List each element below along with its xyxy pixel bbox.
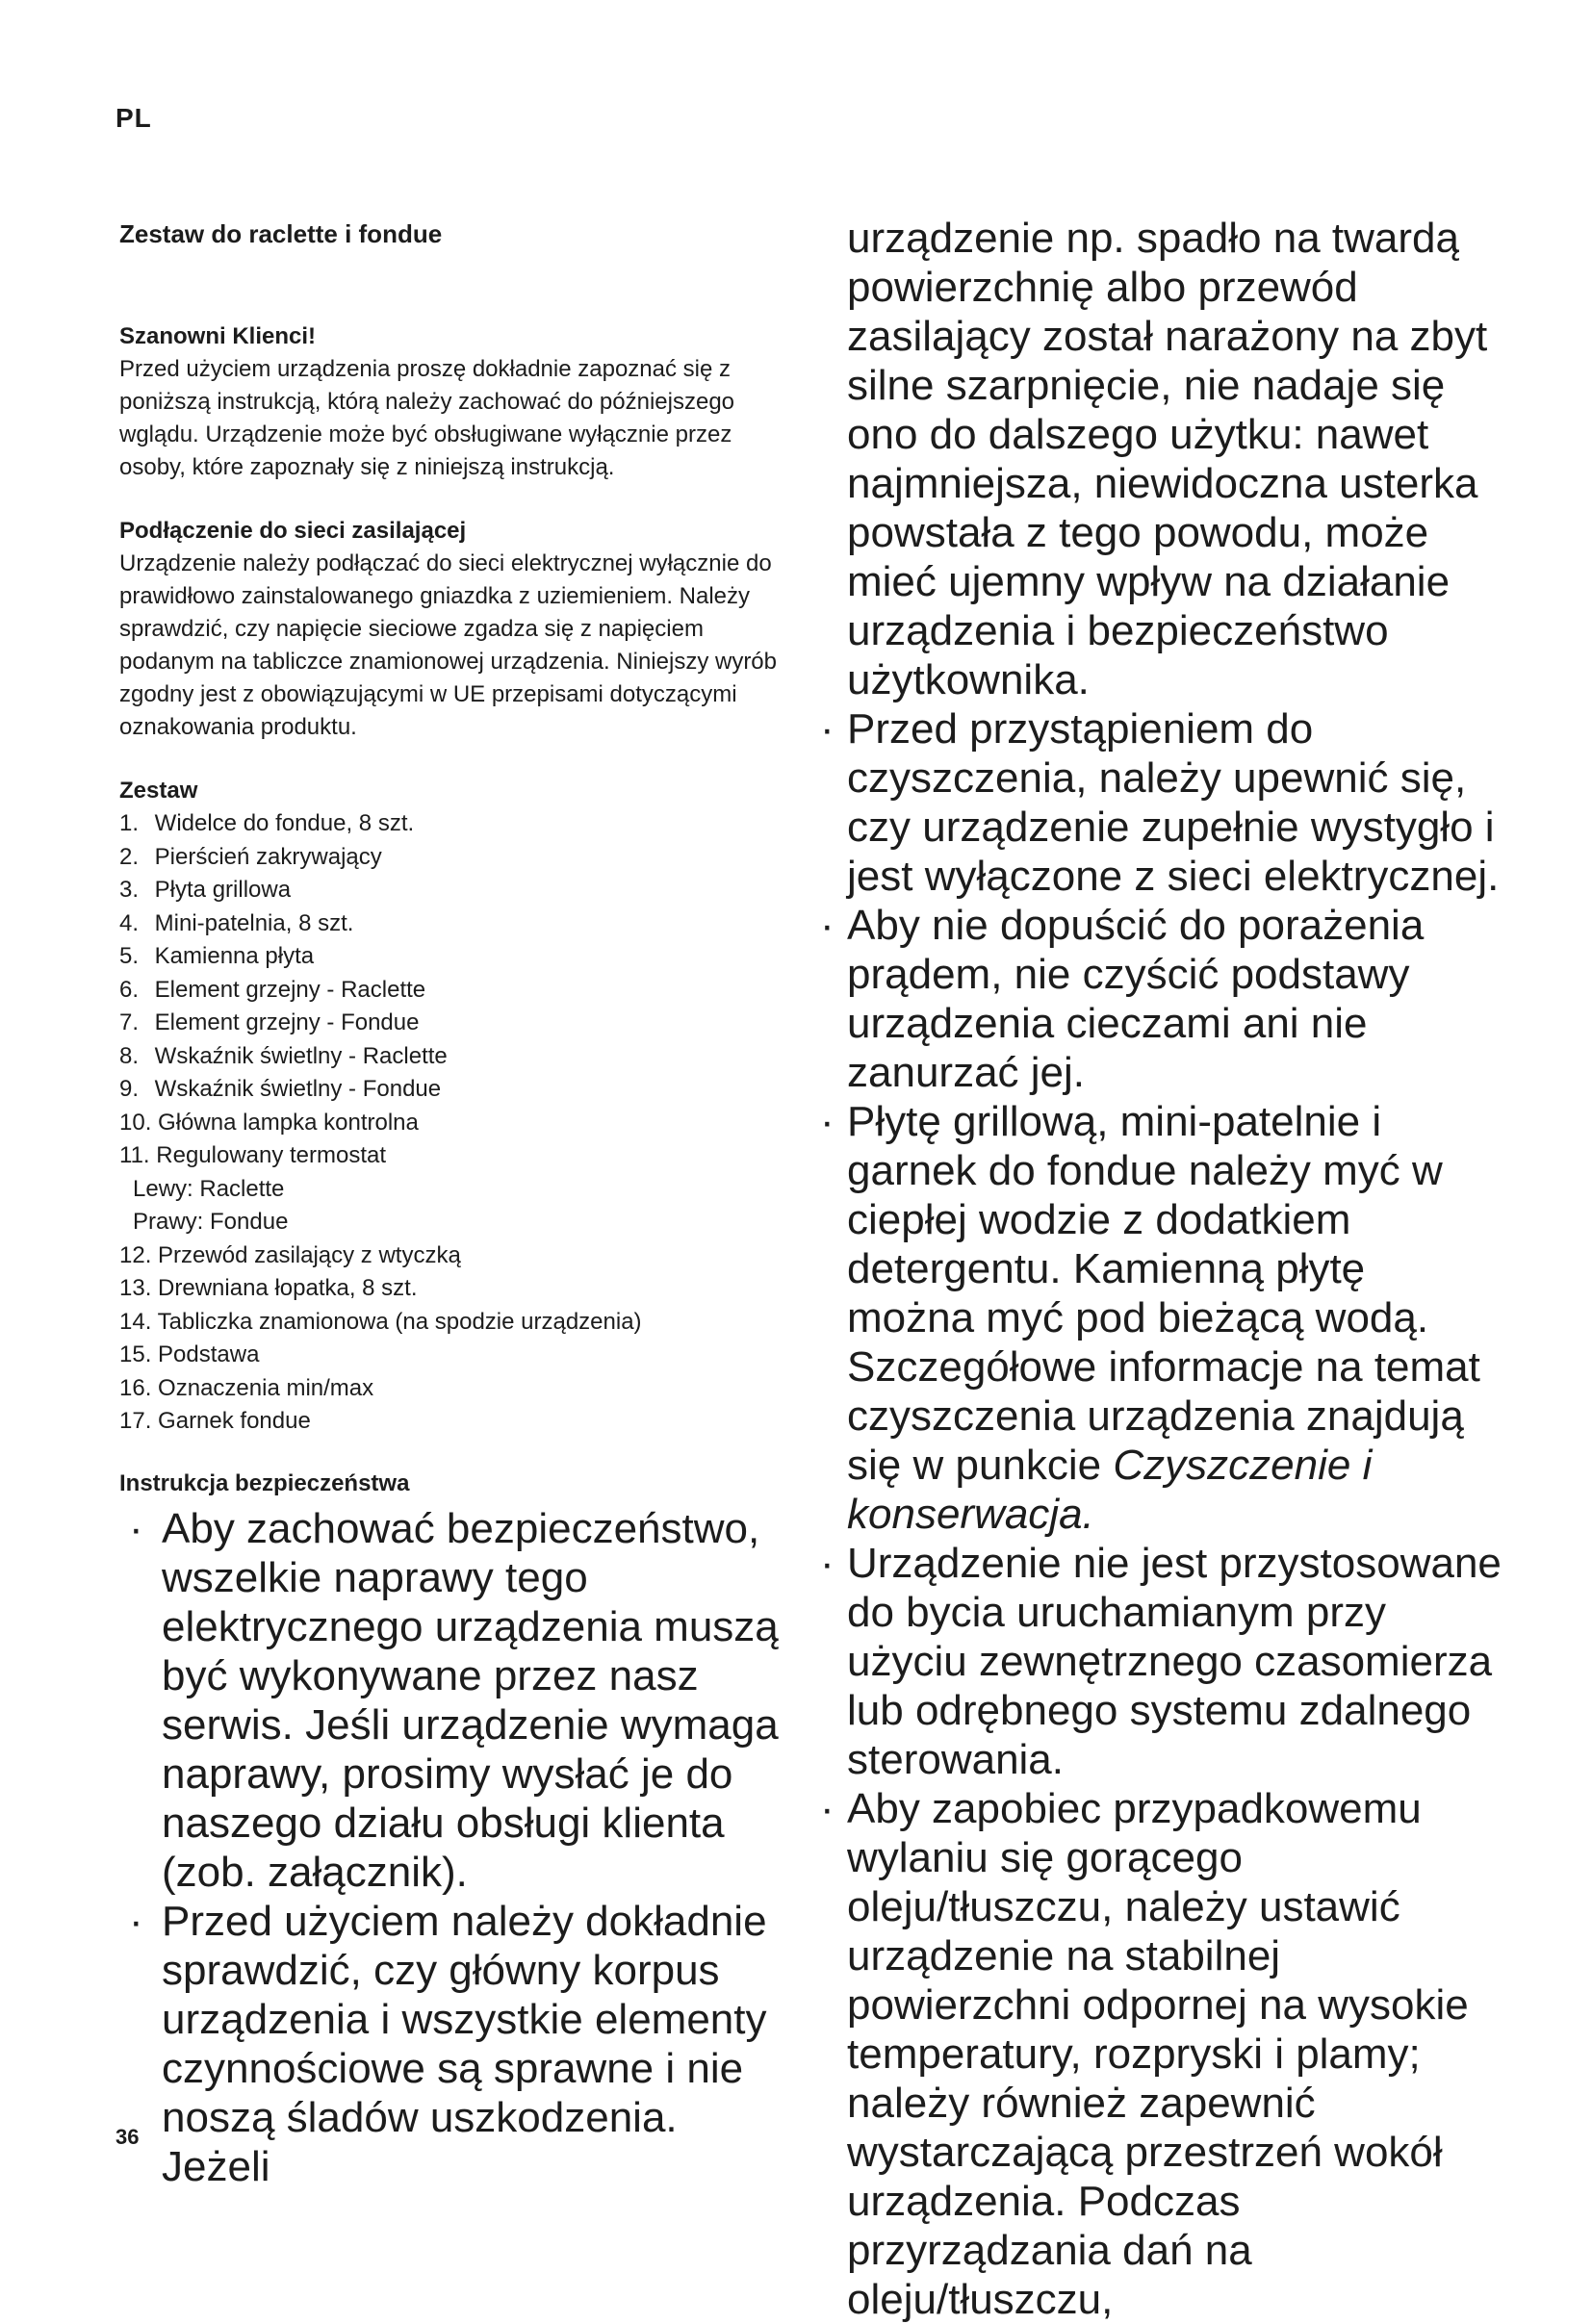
safety-item: · Przed przystąpieniem do czyszczenia, należy upewnić się, czy urządzenie zupełnie wystygło i jest wyłączone z sieci elektrycznej.: [820, 705, 1500, 900]
safety-item: · Przed użyciem należy dokładnie sprawdzić, czy główny korpus urządzenia i wszystkie elementy czynnościowe są sprawne i nie noszą śladów uszkodzenia. Jeżeli: [129, 1897, 767, 2190]
list-item: Prawy: Fondue: [133, 1209, 289, 1236]
safety-heading: Instrukcja bezpieczeństwa: [119, 1469, 410, 1496]
bullet-icon: ·: [129, 1897, 143, 1945]
safety-item: · Aby zachować bezpieczeństwo, wszelkie naprawy tego elektrycznego urządzenia muszą być wykonywane przez nasz serwis. Jeśli urządzenie wymaga naprawy, prosimy wysłać je do naszego działu obsługi klienta (zob. załącznik).: [129, 1504, 779, 1896]
list-item: 3. Płyta grillowa: [119, 877, 292, 904]
left-column: [119, 219, 783, 2191]
safety-item: · Aby nie dopuścić do porażenia prądem, nie czyścić podstawy urządzenia cieczami ani nie zanurzać jej.: [820, 902, 1425, 1096]
bullet-icon: ·: [820, 902, 835, 949]
safety-item: · Płytę grillową, mini-patelnie i garnek do fondue należy myć w ciepłej wodzie z dodatkiem detergentu. Kamienną płytę można myć pod bieżącą wodą. Szczegółowe informacje na temat czyszczenia urządzenia znajdują się w punkcie Czyszczenie i konserwacja.: [820, 1098, 1480, 1538]
bullet-icon: ·: [820, 1098, 835, 1145]
document-title: Zestaw do raclette i fondue: [119, 219, 443, 248]
set-section: [119, 775, 783, 1439]
safety-item: · Aby zapobiec przypadkowemu wylaniu się gorącego oleju/tłuszczu, należy ustawić urządzenie na stabilnej powierzchni odpornej na wysokie temperatury, rozpryski i plamy; należy również zapewnić wystarczającą przestrzeń wokół urządzenia. Podczas przyrządzania dań na oleju/tłuszczu,: [820, 1785, 1469, 2323]
list-item: 2. Pierścień zakrywający: [119, 843, 382, 870]
language-code: PL: [116, 103, 152, 133]
safety-item-continuation: urządzenie np. spadło na twardą powierzchnię albo przewód zasilający został narażony na zbyt silne szarpnięcie, nie nadaje się ono do dalszego użytku: nawet najmniejsza, niewidoczna usterka powstała z tego powodu, może mieć ujemny wpływ na działanie urządzenia i bezpieczeństwo użytkownika.: [847, 215, 1488, 703]
list-item: 8. Wskaźnik świetlny - Raclette: [119, 1042, 448, 1069]
list-item: 13. Drewniana łopatka, 8 szt.: [119, 1275, 418, 1302]
list-item: 17. Garnek fondue: [119, 1408, 311, 1435]
intro-text: Przed użyciem urządzenia proszę dokładnie zapoznać się z poniższą instrukcją, którą należy zachować do późniejszego wglądu. Urządzenie może być obsługiwane wyłącznie przez osoby, które zapoznały się z niniejszą instrukcją.: [119, 356, 735, 481]
list-item: 16. Oznaczenia min/max: [119, 1374, 374, 1401]
safety-item: · Urządzenie nie jest przystosowane do bycia uruchamianym przy użyciu zewnętrznego czasomierza lub odrębnego systemu zdalnego sterowania.: [820, 1540, 1502, 1783]
right-column: [820, 214, 1502, 2324]
bullet-icon: ·: [820, 1785, 835, 1832]
safety-list-left: [127, 1504, 783, 2191]
bullet-icon: ·: [820, 705, 835, 753]
list-item: 4. Mini-patelnia, 8 szt.: [119, 909, 354, 936]
safety-list-right: [820, 214, 1502, 2324]
list-item: 14. Tabliczka znamionowa (na spodzie urządzenia): [119, 1308, 642, 1335]
page-number: 36: [116, 2125, 140, 2149]
list-item: 12. Przewód zasilający z wtyczką: [119, 1241, 461, 1268]
list-item: 1. Widelce do fondue, 8 szt.: [119, 810, 415, 837]
section-reference: Czyszczenie i konserwacja.: [847, 1442, 1373, 1538]
list-item: 10. Główna lampka kontrolna: [119, 1109, 419, 1136]
power-heading: Podłączenie do sieci zasilającej: [119, 518, 467, 545]
list-item: Lewy: Raclette: [133, 1175, 285, 1202]
set-heading: Zestaw: [119, 778, 198, 804]
list-item: 9. Wskaźnik świetlny - Fondue: [119, 1076, 442, 1103]
parts-list: [119, 807, 783, 1439]
list-item: 6. Element grzejny - Raclette: [119, 976, 426, 1003]
bullet-icon: ·: [820, 1540, 835, 1587]
intro-heading: Szanowni Klienci!: [119, 323, 317, 350]
list-item: 7. Element grzejny - Fondue: [119, 1009, 420, 1036]
power-section: [119, 515, 783, 744]
bullet-icon: ·: [129, 1504, 143, 1552]
list-item: 11. Regulowany termostat: [119, 1142, 387, 1169]
list-item: 15. Podstawa: [119, 1341, 260, 1368]
power-text: Urządzenie należy podłączać do sieci elektrycznej wyłącznie do prawidłowo zainstalowanego gniazdka z uziemieniem. Należy sprawdzić, czy napięcie sieciowe zgadza się z napięciem podanym na tabliczce znamionowej urządzenia. Niniejszy wyrób zgodny jest z obowiązującymi w UE przepisami dotyczącymi oznakowania produktu.: [119, 550, 778, 741]
intro-section: [119, 320, 783, 484]
list-item: 5. Kamienna płyta: [119, 943, 315, 970]
